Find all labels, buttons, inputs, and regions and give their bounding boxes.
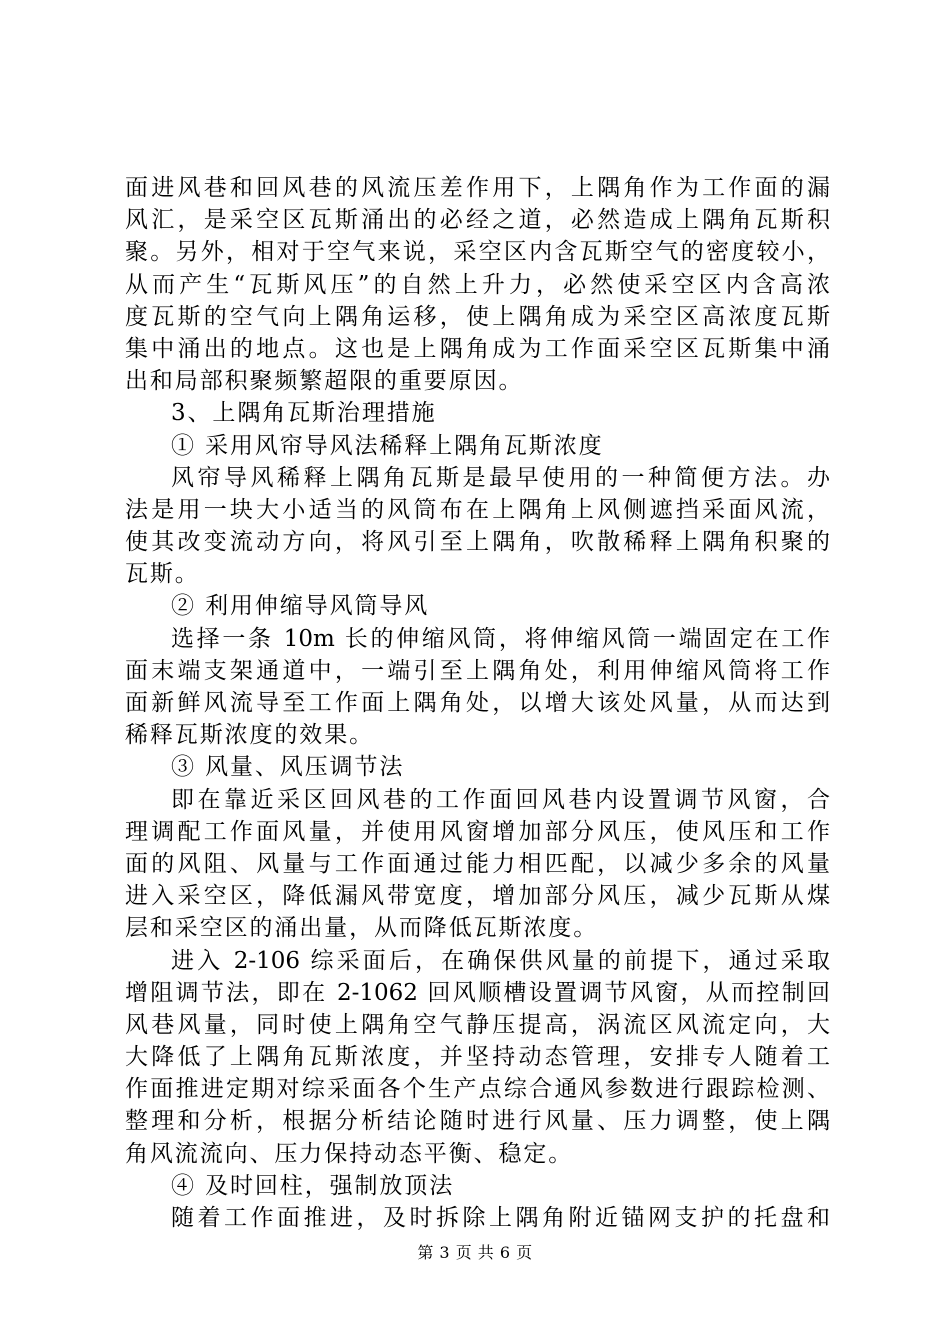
text-line: ④ 及时回柱，强制放顶法 (171, 1172, 455, 1199)
page-footer: 第 3 页 共 6 页 (417, 1243, 533, 1262)
text-line: 3、上隅角瓦斯治理措施 (171, 400, 437, 427)
body-text (125, 172, 830, 1234)
text-line: 随着工作面推进，及时拆除上隅角附近锚网支护的托盘和 (171, 1205, 830, 1231)
text-line: 选择一条 10m 长的伸缩风筒，将伸缩风筒一端固定在工作 (171, 625, 830, 652)
text-line: 大降低了上隅角瓦斯浓度，并坚持动态管理，安排专人随着工 (125, 1044, 830, 1071)
text-line: 进入 2-106 综采面后，在确保供风量的前提下，通过采取 (171, 947, 830, 974)
text-line: 风帘导风稀释上隅角瓦斯是最早使用的一种简便方法。办 (171, 464, 830, 491)
text-line: 风汇，是采空区瓦斯涌出的必经之道，必然造成上隅角瓦斯积 (125, 207, 830, 234)
text-line: 从而产生“瓦斯风压”的自然上升力，必然使采空区内含高浓 (125, 271, 830, 298)
text-line: 使其改变流动方向，将风引至上隅角，吹散稀释上隅角积聚的 (125, 529, 830, 556)
text-line: 整理和分析，根据分析结论随时进行风量、压力调整，使上隅 (125, 1108, 830, 1135)
text-line: 层和采空区的涌出量，从而降低瓦斯浓度。 (125, 915, 599, 942)
text-line: 面的风阻、风量与工作面通过能力相匹配，以减少多余的风量 (125, 850, 830, 877)
text-line: 稀释瓦斯浓度的效果。 (125, 722, 374, 749)
text-line: 瓦斯。 (125, 561, 200, 588)
text-line: 角风流流向、压力保持动态平衡、稳定。 (125, 1140, 574, 1167)
text-line: 理调配工作面风量，并使用风窗增加部分风压，使风压和工作 (125, 818, 830, 845)
text-line: 法是用一块大小适当的风筒布在上隅角上风侧遮挡采面风流， (125, 496, 830, 523)
text-line: 增阻调节法，即在 2-1062 回风顺槽设置调节风窗，从而控制回 (125, 979, 830, 1006)
text-line: 风巷风量，同时使上隅角空气静压提高，涡流区风流定向，大 (125, 1011, 830, 1038)
text-line: 作面推进定期对综采面各个生产点综合通风参数进行跟踪检测、 (125, 1076, 830, 1103)
text-line: 面进风巷和回风巷的风流压差作用下，上隅角作为工作面的漏 (125, 175, 830, 201)
text-line: 度瓦斯的空气向上隅角运移，使上隅角成为采空区高浓度瓦斯 (125, 303, 830, 330)
text-line: 进入采空区，降低漏风带宽度，增加部分风压，减少瓦斯从煤 (125, 883, 830, 910)
text-line: ③ 风量、风压调节法 (171, 754, 405, 781)
text-line: 即在靠近采区回风巷的工作面回风巷内设置调节风窗，合 (171, 786, 830, 813)
text-line: 面新鲜风流导至工作面上隅角处，以增大该处风量，从而达到 (125, 690, 830, 716)
text-line: 出和局部积聚频繁超限的重要原因。 (125, 368, 524, 395)
text-line: ① 采用风帘导风法稀释上隅角瓦斯浓度 (171, 432, 604, 459)
text-line: 集中涌出的地点。这也是上隅角成为工作面采空区瓦斯集中涌 (125, 335, 830, 362)
text-line: ② 利用伸缩导风筒导风 (171, 593, 430, 620)
text-line: 聚。另外，相对于空气来说，采空区内含瓦斯空气的密度较小， (125, 239, 830, 266)
text-line: 面末端支架通道中，一端引至上隅角处，利用伸缩风筒将工作 (125, 657, 830, 684)
